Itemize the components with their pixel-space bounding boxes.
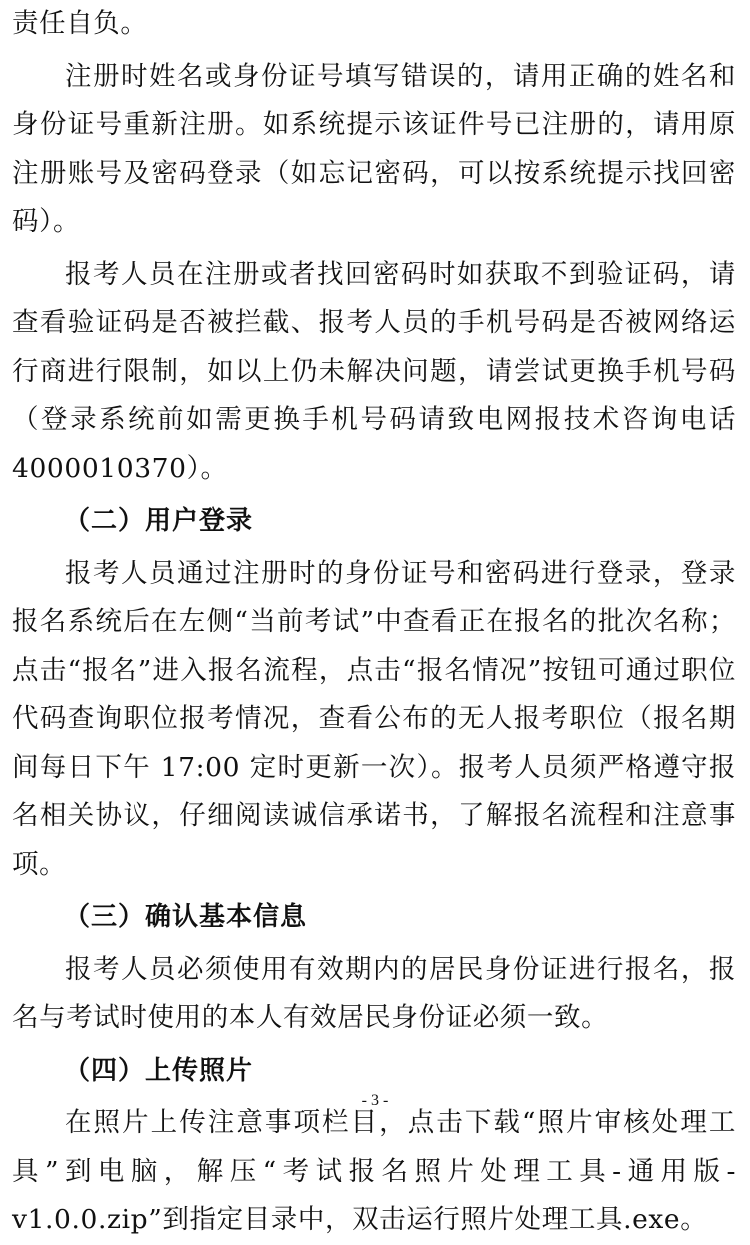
section-heading-user-login: （二）用户登录 <box>64 506 254 536</box>
page-number: - 3 - <box>361 1092 389 1109</box>
paragraph-4: 报考人员通过注册时的身份证号和密码进行登录，登录报名系统后在左侧“当前考试”中查看正在报名的批次名称；点击“报名”进入报名流程，点击“报名情况”按钮可通过职位代码查询职位报考情况，查看公布的无人报考职位（报名期间每日下午 17:00 定时更新一次）。报考人员须严格遵守报名相关协议，仔细阅读诚信承诺书，了解报名流程和注意事项。 <box>12 557 736 880</box>
paragraph-1: 责任自负。 <box>12 8 148 39</box>
section-heading-confirm-info: （三）确认基本信息 <box>64 902 308 932</box>
paragraph-6: 在照片上传注意事项栏目，点击下载“照片审核处理工具”到电脑，解压“考试报名照片处理工具-通用版-v1.0.0.zip”到指定目录中，双击运行照片处理工具.exe。 <box>12 1107 736 1235</box>
paragraph-3: 报考人员在注册或者找回密码时如获取不到验证码，请查看验证码是否被拦截、报考人员的手机号码是否被网络运行商进行限制，如以上仍未解决问题，请尝试更换手机号码（登录系统前如需更换手机号码请致电网报技术咨询电话 4000010370）。 <box>12 258 736 484</box>
paragraph-2: 注册时姓名或身份证号填写错误的，请用正确的姓名和身份证号重新注册。如系统提示该证件号已注册的，请用原注册账号及密码登录（如忘记密码，可以按系统提示找回密码）。 <box>12 60 736 237</box>
document-page <box>12 0 736 1245</box>
paragraph-5: 报考人员必须使用有效期内的居民身份证进行报名，报名与考试时使用的本人有效居民身份证必须一致。 <box>12 953 736 1033</box>
section-heading-upload-photo: （四）上传照片 <box>64 1055 254 1086</box>
